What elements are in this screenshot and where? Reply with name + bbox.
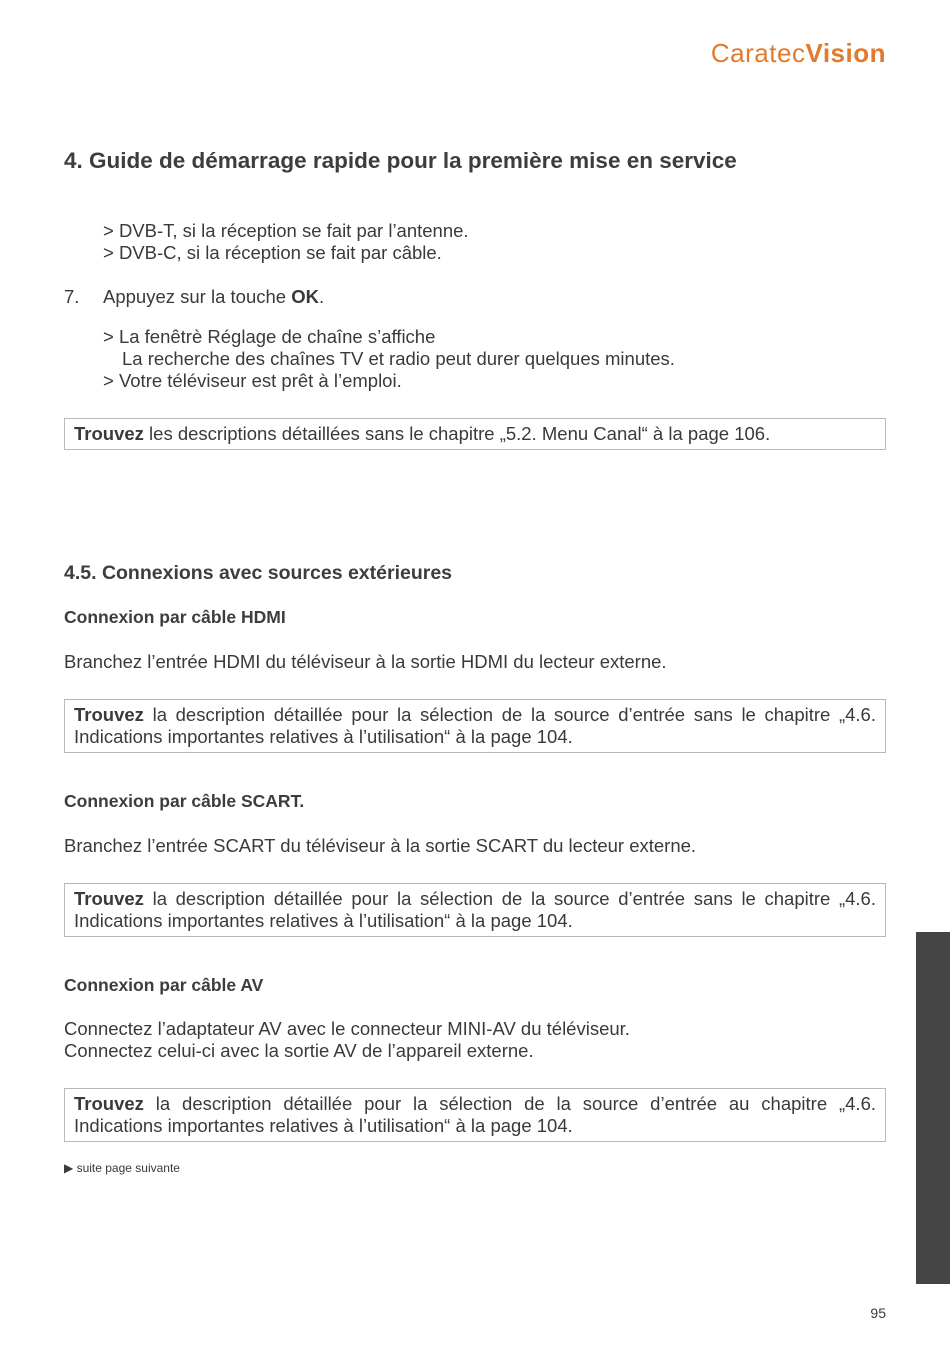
continued-text: suite page suivante xyxy=(76,1161,180,1175)
note-box xyxy=(64,418,886,450)
note-bold: Trouvez xyxy=(74,423,144,444)
subheading-hdmi: Connexion par câble HDMI xyxy=(64,607,286,627)
list-item: > Votre téléviseur est prêt à l’emploi. xyxy=(103,370,402,391)
step-text-body: Appuyez sur la touche xyxy=(103,286,292,307)
note-bold: Trouvez xyxy=(74,888,144,909)
ok-key: OK xyxy=(291,286,319,307)
language-tab xyxy=(879,932,950,1284)
note-box-hdmi xyxy=(64,699,886,753)
subheading-scart: Connexion par câble SCART. xyxy=(64,791,305,811)
continued-note xyxy=(64,1161,180,1175)
note-text: la description détaillée pour la sélection de la source d’entrée sans le chapitre „4.6. Indications importantes relatives à l’utilisation“ à la page 104. xyxy=(74,888,876,931)
brand-logo xyxy=(711,38,886,69)
list-item: > La fenêtrè Réglage de chaîne s’affiche xyxy=(103,326,436,347)
paragraph-av-2: Connectez celui-ci avec la sortie AV de l’appareil externe. xyxy=(64,1040,534,1061)
note-text: la description détaillée pour la sélection de la source d’entrée sans le chapitre „4.6. Indications importantes relatives à l’utilisation“ à la page 104. xyxy=(74,704,876,747)
list-item: La recherche des chaînes TV et radio peut durer quelques minutes. xyxy=(122,348,675,369)
paragraph-scart: Branchez l’entrée SCART du téléviseur à la sortie SCART du lecteur externe. xyxy=(64,835,697,856)
brand-logo-part-b: Vision xyxy=(805,38,886,68)
note-bold: Trouvez xyxy=(74,704,144,725)
note-text: la description détaillée pour la sélection de la source d’entrée au chapitre „4.6. Indications importantes relatives à l’utilisation“ à la page 104. xyxy=(74,1093,876,1136)
note-box-av xyxy=(64,1088,886,1142)
section-heading: 4.5. Connexions avec sources extérieures xyxy=(64,562,453,584)
page-title: 4. Guide de démarrage rapide pour la première mise en service xyxy=(64,148,737,173)
step-text xyxy=(103,286,324,308)
note-bold: Trouvez xyxy=(74,1093,144,1114)
list-item: > DVB-T, si la réception se fait par l’antenne. xyxy=(103,220,469,241)
note-text: les descriptions détaillées sans le chapitre „5.2. Menu Canal“ à la page 106. xyxy=(143,423,771,444)
language-tab-label: Français xyxy=(879,1017,897,1076)
step-text-end: . xyxy=(318,286,325,307)
triangle-right-icon: ▶ xyxy=(64,1161,74,1175)
step-number: 7. xyxy=(64,286,80,307)
brand-logo-part-a: Caratec xyxy=(710,38,806,68)
paragraph-av-1: Connectez l’adaptateur AV avec le connecteur MINI-AV du téléviseur. xyxy=(64,1018,630,1039)
page-number: 95 xyxy=(870,1305,886,1321)
list-item: > DVB-C, si la réception se fait par câble. xyxy=(103,242,442,263)
subheading-av: Connexion par câble AV xyxy=(64,975,264,995)
paragraph-hdmi: Branchez l’entrée HDMI du téléviseur à la sortie HDMI du lecteur externe. xyxy=(64,651,667,672)
note-box-scart xyxy=(64,883,886,937)
